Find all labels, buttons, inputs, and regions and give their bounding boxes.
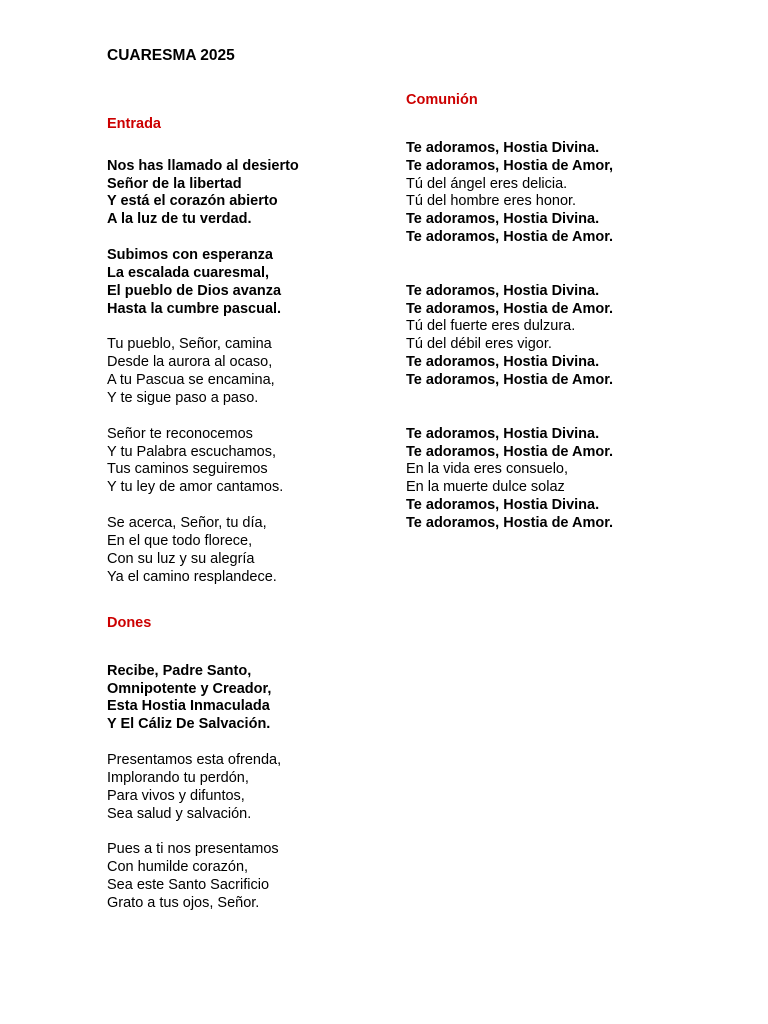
verse-line: Tú del fuerte eres dulzura. xyxy=(406,318,576,334)
verse-line: Te adoramos, Hostia Divina. xyxy=(406,140,600,156)
verse-line: Presentamos esta ofrenda, xyxy=(107,752,282,768)
section-heading-entrada: Entrada xyxy=(107,116,161,132)
verse-line: Te adoramos, Hostia de Amor. xyxy=(406,301,614,317)
verse-line: Y te sigue paso a paso. xyxy=(107,390,259,406)
verse-line: Y está el corazón abierto xyxy=(107,193,278,209)
verse-line: Esta Hostia Inmaculada xyxy=(107,698,270,714)
verse-line: La escalada cuaresmal, xyxy=(107,265,270,281)
verse-line: Omnipotente y Creador, xyxy=(107,681,272,697)
verse-line: Y El Cáliz De Salvación. xyxy=(107,716,271,732)
verse-line: Subimos con esperanza xyxy=(107,247,273,263)
verse-line: Te adoramos, Hostia de Amor. xyxy=(406,444,614,460)
verse-line: Te adoramos, Hostia Divina. xyxy=(406,283,600,299)
verse-line: Con su luz y su alegría xyxy=(107,551,255,567)
verse-line: Se acerca, Señor, tu día, xyxy=(107,515,267,531)
verse-line: Sea salud y salvación. xyxy=(107,806,252,822)
verse-line: Implorando tu perdón, xyxy=(107,770,249,786)
section-heading-comunion: Comunión xyxy=(406,92,478,108)
verse-line: Con humilde corazón, xyxy=(107,859,249,875)
verse-line: Te adoramos, Hostia de Amor, xyxy=(406,158,614,174)
verse-line: Tus caminos seguiremos xyxy=(107,461,268,477)
verse-line: A tu Pascua se encamina, xyxy=(107,372,275,388)
verse-line: Señor te reconocemos xyxy=(107,426,253,442)
verse-line: Señor de la libertad xyxy=(107,176,242,192)
verse-line: Nos has llamado al desierto xyxy=(107,158,299,174)
verse-line: Y tu ley de amor cantamos. xyxy=(107,479,284,495)
verse-line: En la vida eres consuelo, xyxy=(406,461,569,477)
verse-line: Te adoramos, Hostia de Amor. xyxy=(406,372,614,388)
verse-line: Desde la aurora al ocaso, xyxy=(107,354,273,370)
verse-line: Y tu Palabra escuchamos, xyxy=(107,444,276,460)
verse-line: Tu pueblo, Señor, camina xyxy=(107,336,272,352)
verse-line: Te adoramos, Hostia Divina. xyxy=(406,211,600,227)
verse-line: Grato a tus ojos, Señor. xyxy=(107,895,260,911)
verse-line: Para vivos y difuntos, xyxy=(107,788,245,804)
verse-line: Ya el camino resplandece. xyxy=(107,569,277,585)
verse-line: Recibe, Padre Santo, xyxy=(107,663,252,679)
verse-line: Sea este Santo Sacrificio xyxy=(107,877,270,893)
verse-line: Te adoramos, Hostia Divina. xyxy=(406,354,600,370)
verse-line: Tú del ángel eres delicia. xyxy=(406,176,568,192)
verse-line: Hasta la cumbre pascual. xyxy=(107,301,282,317)
verse-line: Te adoramos, Hostia Divina. xyxy=(406,497,600,513)
verse-line: Tú del débil eres vigor. xyxy=(406,336,552,352)
verse-line: Te adoramos, Hostia Divina. xyxy=(406,426,600,442)
verse-line: En la muerte dulce solaz xyxy=(406,479,565,495)
verse-line: A la luz de tu verdad. xyxy=(107,211,252,227)
verse-line: Te adoramos, Hostia de Amor. xyxy=(406,229,614,245)
section-heading-dones: Dones xyxy=(107,615,152,631)
document-title: CUARESMA 2025 xyxy=(107,47,235,64)
verse-line: El pueblo de Dios avanza xyxy=(107,283,282,299)
verse-line: Tú del hombre eres honor. xyxy=(406,193,577,209)
verse-line: Te adoramos, Hostia de Amor. xyxy=(406,515,614,531)
verse-line: En el que todo florece, xyxy=(107,533,253,549)
verse-line: Pues a ti nos presentamos xyxy=(107,841,279,857)
